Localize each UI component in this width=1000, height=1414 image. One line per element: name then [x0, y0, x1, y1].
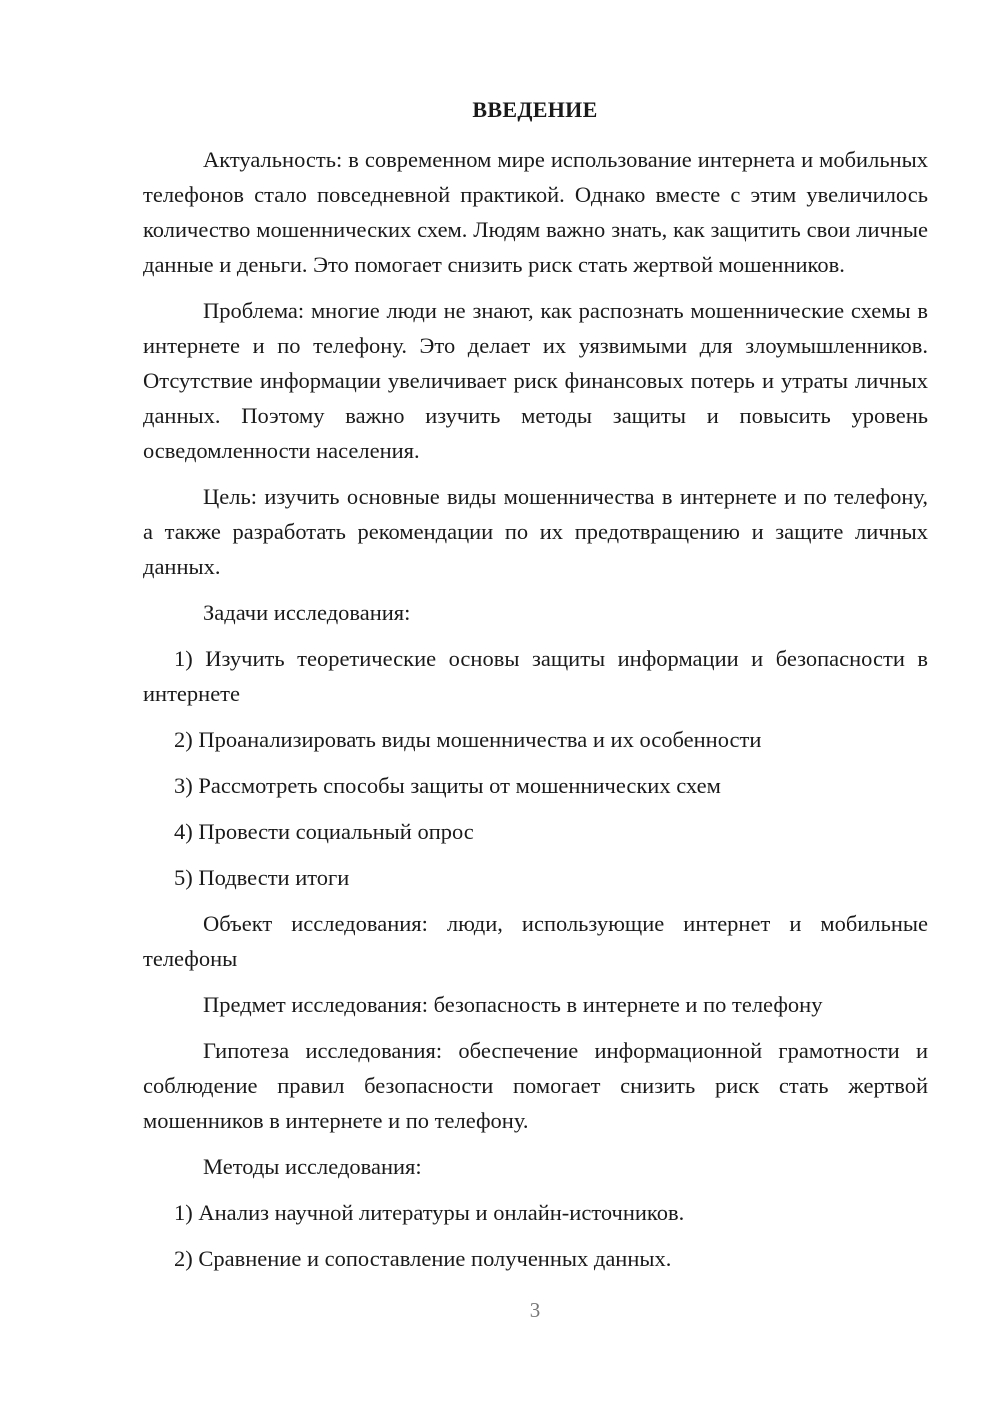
task-item: 5) Подвести итоги — [174, 865, 350, 890]
tasks-heading: Задачи исследования: — [203, 600, 411, 625]
task-item: 2) Проанализировать виды мошенничества и их особенности — [174, 727, 762, 752]
method-item: 2) Сравнение и сопоставление полученных данных. — [174, 1246, 672, 1271]
task-item: 4) Провести социальный опрос — [174, 819, 474, 844]
problem-paragraph: Проблема: многие люди не знают, как распознать мошеннические схемы в интернете и по телефону. Это делает их уязвимыми для злоумышленников. Отсутствие информации увеличивает риск финансовых потерь и утраты личных данных. Поэтому важно изучить методы защиты и повысить уровень осведомленности населения. — [143, 298, 928, 463]
method-item: 1) Анализ научной литературы и онлайн-источников. — [174, 1200, 685, 1225]
relevance-paragraph: Актуальность: в современном мире использование интернета и мобильных телефонов стало повседневной практикой. Однако вместе с этим увеличилось количество мошеннических схем. Людям важно знать, как защитить свои личные данные и деньги. Это помогает снизить риск стать жертвой мошенников. — [143, 147, 928, 277]
subject-paragraph: Предмет исследования: безопасность в интернете и по телефону — [203, 992, 823, 1017]
methods-heading: Методы исследования: — [203, 1154, 422, 1179]
goal-paragraph: Цель: изучить основные виды мошенничества в интернете и по телефону, а также разработать рекомендации по их предотвращению и защите личных данных. — [143, 484, 928, 579]
task-item: 3) Рассмотреть способы защиты от мошеннических схем — [174, 773, 721, 798]
object-paragraph: Объект исследования: люди, использующие интернет и мобильные телефоны — [143, 911, 928, 971]
hypothesis-paragraph: Гипотеза исследования: обеспечение информационной грамотности и соблюдение правил безопасности помогает снизить риск стать жертвой мошенников в интернете и по телефону. — [143, 1038, 928, 1133]
document-body — [143, 142, 928, 1276]
task-item: 1) Изучить теоретические основы защиты информации и безопасности в интернете — [143, 646, 928, 706]
page-number: 3 — [529, 1298, 541, 1322]
page-title: ВВЕДЕНИЕ — [472, 97, 598, 122]
